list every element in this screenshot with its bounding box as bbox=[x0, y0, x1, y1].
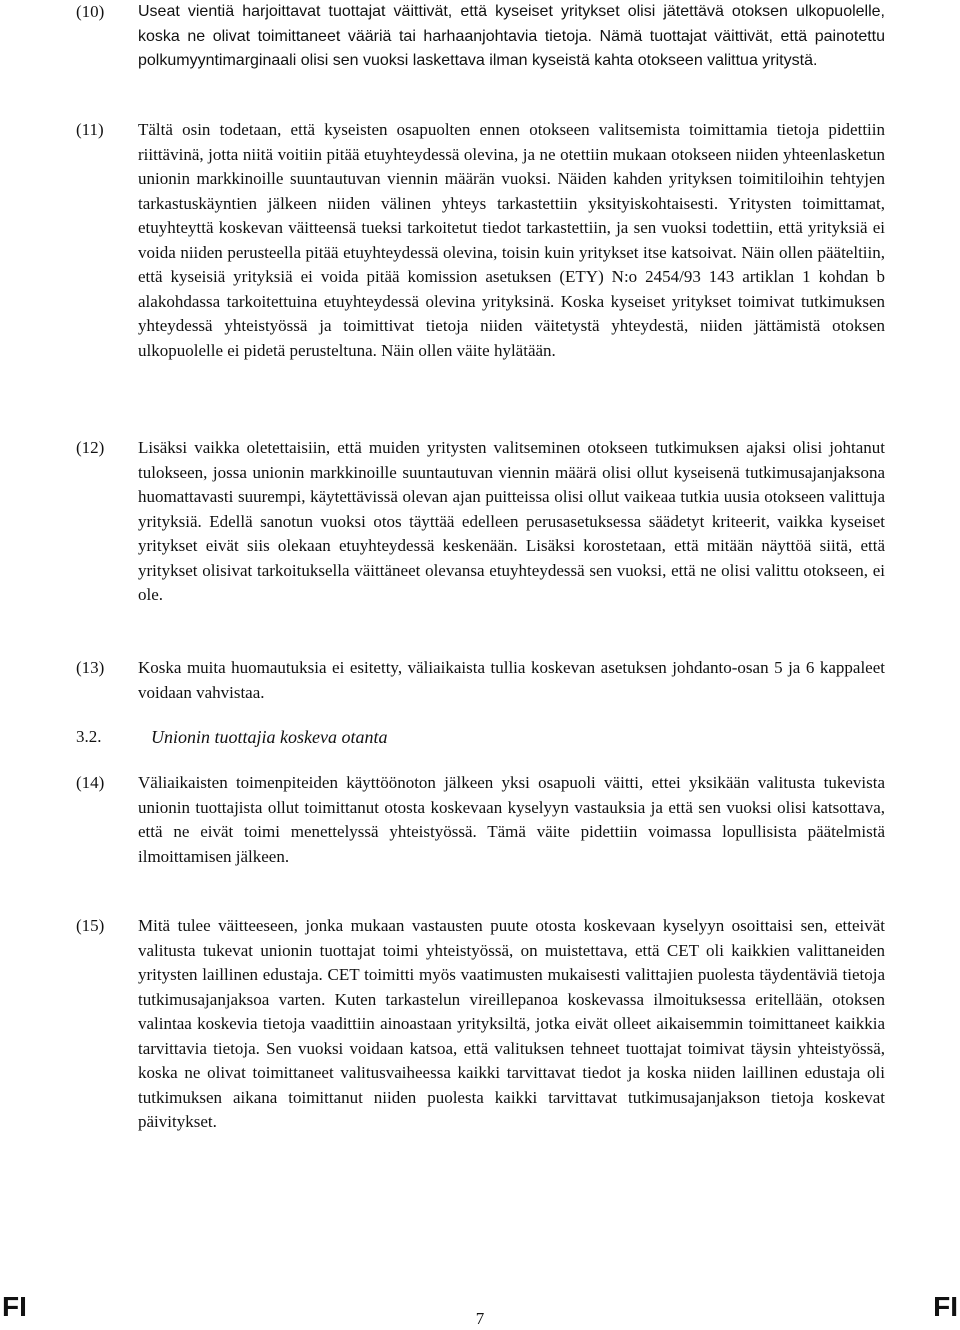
paragraph-number: (10) bbox=[76, 2, 105, 21]
section-number: 3.2. bbox=[76, 727, 102, 746]
paragraph-number: (15) bbox=[76, 916, 105, 935]
paragraph-number: (11) bbox=[76, 120, 104, 139]
paragraph-text: Useat vientiä harjoittavat tuottajat väittivät, että kyseiset yritykset olisi jätettävä otoksen ulkopuolelle, koska ne olivat toimittaneet vääriä tai harhaanjohtavia tietoja. Nämä tuottajat väittivät, että painotettu polkumyyntimarginaali olisi sen vuoksi laskettava ilman kyseistä kahta otokseen valittua yritystä. bbox=[138, 3, 885, 69]
paragraph-text: Mitä tulee väitteeseen, jonka mukaan vastausten puute otosta koskevaan kyselyyn osoittaisi sen, etteivät valitusta tukevat unionin tuottajat toimi yhteistyössä, on muistettava, että CET oli kaikkien valittaneiden yritysten laillinen edustaja. CET toimitti myös vaatimusten mukaisesti valittajien puolesta täydentäviä tietoja tutkimusajanjaksoa varten. Kuten tarkastelun vireillepanoa koskevassa ilmoituksessa eritellään, otoksen valintaa koskevia tietoja vaadittiin ainoastaan yrityksiltä, jotka eivät olleet aikaisemmin toimittaneet kaikkia tarvittavia tietoja. Sen vuoksi voidaan katsoa, että valituksen tehneet tuottajat toimivat täysin yhteistyössä, koska ne olivat toimittaneet valitusvaiheessa kaikki tarvittavat tiedot ja koska niiden laillinen edustaja oli tutkimuksen aikana toimittanut niiden puolesta kaikki tarvittavat tutkimusajanjakson tietoja koskevat päivitykset. bbox=[138, 916, 885, 1131]
paragraph-number: (14) bbox=[76, 773, 105, 792]
paragraph-text: Lisäksi vaikka oletettaisiin, että muiden yritysten valitseminen otokseen tutkimuksen ajaksi olisi johtanut tulokseen, jossa unionin markkinoille suuntautuvan viennin määrä olisi ollut kyseisenä tutkimusajanjaksona huomattavasti suurempi, käytettävissä olevan ajan puitteissa olisi ollut vaikeaa tutkia uusia otokseen valittuja yrityksiä. Edellä sanotun vuoksi otos täyttää edelleen perusasetuksessa säädetyt kriteerit, vaikka kyseiset yritykset eivät siis olekaan etuyhteydessä keskenään. Lisäksi korostetaan, että mitään näyttöä siitä, että yritykset olisivat tarkoituksella väittäneet olevansa etuyhteydessä sen vuoksi, että ne olisi valittu otokseen, ei ole. bbox=[138, 438, 885, 604]
footer-language-left: FI bbox=[2, 1291, 27, 1322]
paragraph-text: Väliaikaisten toimenpiteiden käyttöönoton jälkeen yksi osapuoli väitti, ettei yksikään valitusta tukevista unionin tuottajista ollut toimittanut otosta koskevaan kyselyyn vastauksia ja että sen vuoksi olisi katsottava, että ne eivät toimi menettelyssä yhteistyössä. Tämä väite pidettiin voimassa lopullisista päätelmistä ilmoittamisen jälkeen. bbox=[138, 773, 885, 866]
paragraph-text: Tältä osin todetaan, että kyseisten osapuolten ennen otokseen valitsemista toimittamia tietoja pidettiin riittävinä, jotta niitä voitiin pitää etuyhteydessä olevina, ja ne otettiin mukaan otokseen niiden yhteenlasketun unionin markkinoille suuntautuvan viennin määrän vuoksi. Näiden kahden yrityksen toimitiloihin tehtyjen tarkastuskäyntien jälkeen niiden välinen yhteys tarkastettiin yksityiskohtaisesti. Yritysten toimittamat, etuyhteyttä koskevan väitteensä tueksi tarkoitetut tiedot tarkastettiin, ja sen vuoksi todettiin, että yrityksiä ei voida niiden perusteella pitää etuyhteydessä olevina, toisin kuin yritykset itse katsoivat. Näin ollen pääteltiin, että kyseisiä yrityksiä ei voida pitää komission asetuksen (ETY) N:o 2454/93 143 artiklan 1 kohdan b alakohdassa tarkoitettuina etuyhteydessä olevina yrityksinä. Koska kyseiset yritykset toimivat tutkimuksen yhteydessä yhteistyössä ja toimittivat tietoja niiden väitetystä yhteydestä, niiden jättämistä otoksen ulkopuolelle ei pidetä perusteltuna. Näin ollen väite hylätään. bbox=[138, 120, 885, 360]
page-number: 7 bbox=[475, 1309, 485, 1328]
paragraph-text: Koska muita huomautuksia ei esitetty, väliaikaista tullia koskevan asetuksen johdanto-osan 5 ja 6 kappaleet voidaan vahvistaa. bbox=[138, 658, 885, 702]
paragraph-number: (13) bbox=[76, 658, 105, 677]
paragraph-number: (12) bbox=[76, 438, 105, 457]
section-title: Unionin tuottajia koskeva otanta bbox=[151, 727, 388, 747]
footer-language-right: FI bbox=[933, 1291, 958, 1322]
